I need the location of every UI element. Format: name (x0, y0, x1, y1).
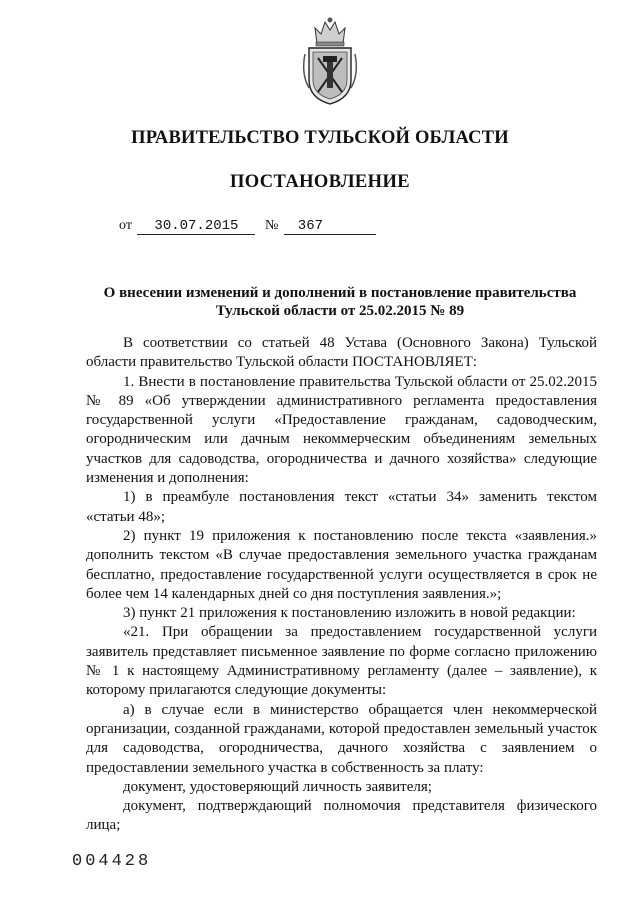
government-title: ПРАВИТЕЛЬСТВО ТУЛЬСКОЙ ОБЛАСТИ (131, 128, 509, 148)
body-paragraph: 1) в преамбуле постановления текст «статьи 34» заменить текстом «статьи 48»; (86, 489, 597, 525)
number-label: № (264, 218, 279, 233)
body-paragraph: 1. Внести в постановление правительства Тульской области от 25.02.2015 № 89 «Об утверждении административного регламента предоставления государственной услуги «Предоставление гражданам, садоводческим, огородническим или дачным некоммерческим объединениям земельных участков для садоводства, огородничества и дачного хозяйства» следующие изменения и дополнения: (86, 373, 597, 487)
document-date: 30.07.2015 (137, 218, 255, 235)
body-paragraph: а) в случае если в министерство обращается член некоммерческой организации, созданной гражданами, которой предоставлен земельный участок для садоводства, огородничества, дачного хозяйства с заявлением о предоставлении земельного участка в собственность за плату: (86, 701, 597, 776)
document-meta (119, 218, 376, 238)
body-paragraph: В соответствии со статьей 48 Устава (Основного Закона) Тульской области правительство Тульской области ПОСТАНОВЛЯЕТ: (86, 335, 597, 371)
document-type: ПОСТАНОВЛЕНИЕ (229, 172, 410, 192)
subject-line-1: О внесении изменений и дополнений в постановление правительства (103, 285, 577, 301)
document-body (86, 334, 597, 836)
tula-coat-of-arms-icon (299, 14, 361, 106)
document-number: 367 (284, 218, 376, 235)
subject-line-2: Тульской области от 25.02.2015 № 89 (215, 303, 465, 319)
body-paragraph: документ, подтверждающий полномочия представителя физического лица; (86, 798, 597, 834)
serial-number: 004428 (72, 852, 152, 871)
body-paragraph: «21. При обращении за предоставлением государственной услуги заявитель представляет письменное заявление по форме согласно приложению № 1 к настоящему Административному регламенту (далее – заявление), к которому прилагаются следующие документы: (86, 624, 597, 699)
body-paragraph: 3) пункт 21 приложения к постановлению изложить в новой редакции: (123, 605, 576, 622)
body-paragraph: 2) пункт 19 приложения к постановлению после текста «заявления.» дополнить текстом «В случае предоставления земельного участка гражданам бесплатно, предоставление государственной услуги осуществляется в срок не более чем 14 календарных дней со дня поступления заявления.»; (86, 527, 597, 602)
body-paragraph: документ, удостоверяющий личность заявителя; (123, 778, 432, 795)
document-subject (100, 284, 580, 320)
date-label: от (119, 218, 132, 233)
